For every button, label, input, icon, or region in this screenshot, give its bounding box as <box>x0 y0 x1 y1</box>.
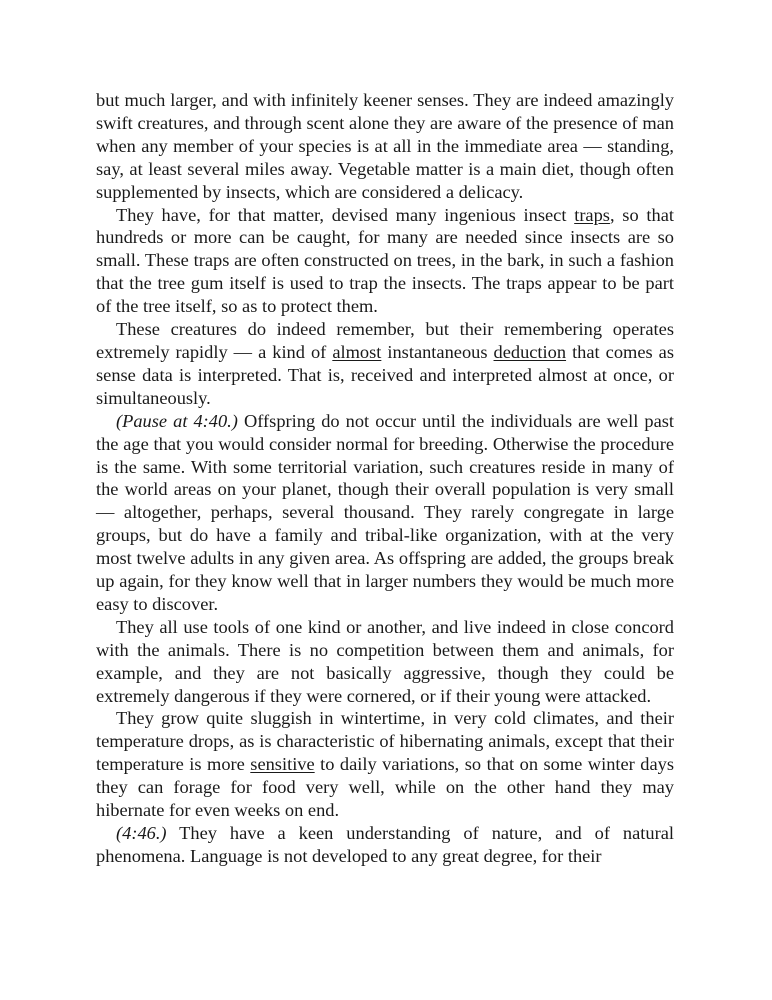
text-segment: They have, for that matter, devised many ingenious insect <box>116 204 575 225</box>
text-segment: to daily variations, so that on some winter days they can forage for food very well, while on the other hand they may hibernate for even weeks on end. <box>96 754 674 821</box>
text-segment: They grow quite sluggish in wintertime, in very cold climates, and their temperature drops, as is characteristic of hibernating animals, except that their temperature is more <box>96 708 674 775</box>
underlined-word: deduction <box>493 341 567 362</box>
paragraph-3 <box>96 318 674 410</box>
text-segment: , so that hundreds or more can be caught, for many are needed since insects are so small. These traps are often constructed on trees, in the bark, in such a fashion that the tree gum itself is used to trap the insects. The traps appear to be part of the tree itself, so as to protect them. <box>96 204 674 317</box>
underlined-word: traps <box>574 204 610 225</box>
paragraph-4 <box>96 410 674 616</box>
text-segment: They all use tools of one kind or another, and live indeed in close concord with the animals. There is no competition between them and animals, for example, and they are not basically aggressive, though they could be extremely dangerous if they were cornered, or if their young were attacked. <box>96 616 674 706</box>
text-segment: but much larger, and with infinitely keener senses. They are indeed amazingly swift creatures, and through scent alone they are aware of the presence of man when any member of your species is at all in the immediate area — standing, say, at least several miles away. Vegetable matter is a main diet, though often supplemented by insects, which are considered a delicacy. <box>96 90 674 202</box>
text-segment: These creatures do indeed remember, but their remembering operates extremely rapidly — a kind of <box>96 319 674 362</box>
paragraph-6 <box>96 707 674 822</box>
session-note: (4:46.) <box>116 823 167 843</box>
text-segment: They have a keen understanding of nature, and of natural phenomena. Language is not developed to any great degree, for their <box>96 823 674 866</box>
paragraph-1 <box>96 89 674 204</box>
paragraph-5 <box>96 616 674 708</box>
session-note: (Pause at 4:40.) <box>116 410 238 431</box>
text-segment: instantaneous <box>381 341 494 362</box>
underlined-word: sensitive <box>250 754 315 775</box>
text-segment: that comes as sense data is interpreted. That is, received and interpreted almost at once, or simultaneously. <box>96 341 674 408</box>
paragraph-2 <box>96 204 674 319</box>
paragraph-7 <box>96 822 674 868</box>
text-segment: Offspring do not occur until the individuals are well past the age that you would consider normal for breeding. Otherwise the procedure is the same. With some territorial variation, such creatures reside in many of the world areas on your planet, though their overall population is very small — altogether, perhaps, several thousand. They rarely congregate in large groups, but do have a family and tribal-like organization, with at the very most twelve adults in any given area. As offspring are added, the groups break up again, for they know well that in larger numbers they would be much more easy to discover. <box>96 410 674 614</box>
document-page <box>96 89 674 868</box>
underlined-word: almost <box>332 341 382 362</box>
